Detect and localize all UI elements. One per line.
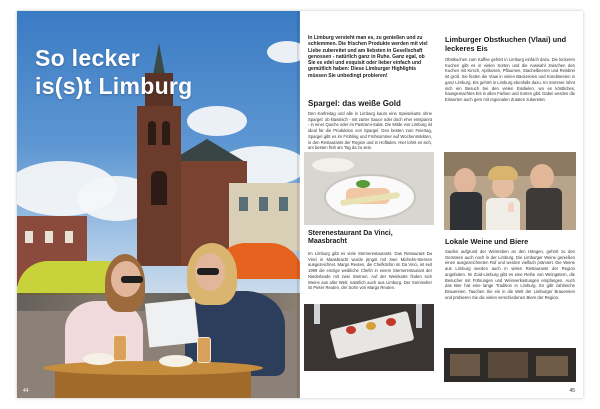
sunglasses — [197, 268, 219, 275]
magazine-spread — [17, 11, 583, 398]
section-heading-da-vinci: Sterenestaurant Da Vinci, Maasbracht — [308, 230, 393, 245]
page-number-right: 45 — [569, 388, 575, 394]
tower-window — [148, 121, 156, 145]
tower-window — [162, 121, 170, 145]
house-window — [279, 197, 288, 211]
plate — [159, 355, 193, 367]
brewery-photo — [444, 348, 576, 382]
house-right — [229, 183, 300, 251]
cloud — [187, 106, 247, 136]
house-window — [25, 231, 33, 243]
sunglasses — [121, 276, 143, 283]
section-body-spargel: Den Karfreitag und alle in Limburg kaum eine Speisekarte ohne Spargel: ob klassisch - mit zarter Sauce oder doch eher entspannt - in einer Quiche oder im Pastrami-Salat. Die Milde von Limburg ist ideal für die Produktion von Spargel. Den besten zum Feiertag, Spargel gibt es im Frühling und Frühsommer auf Wochenmärkten, in den Restaurants der Region und in Hofläden. Hier lohnt es sich, am besten früh am Tag da zu sein. — [308, 111, 432, 151]
section-body-da-vinci: Im Limburg gibt es viele Sternerestaurants. Das Restaurant Da Vinci in Maasbracht wurde jüngst mit zwei Michelin-Sternen ausgezeichnet. Margo Reuten, die Chefköchin im Da Vinci, ist seit 1999 die einzige weibliche Chefin in einem Sternerestaurant der Niederlande mit zwei Sternen. Auf der Weinkarte finden sich Weine aus aller Welt, natürlich auch aus Limburg. Der Sommelier ist Pieter Reuten, der Sohn von Margo Reuten. — [308, 251, 432, 291]
house-window — [239, 197, 248, 211]
section-body-wein-bier: Saufen aufgrund der Weinreben an den Hängen, gehört zu den Gemüsen auch noch in der Limburg. Die Limburger Weine genießen einen ausgezeichneten Ruf und werden vielfach prämiert. Die Weine aus Limburg werden auch in vielen Restaurants der Region angeboten. Im Zuid-Limburg gibt es eine Reihe von Weingütern, die Besucher mit Führungen und Weinverkostungen empfangen. Auch das Bier hat eine lange Tradition in Limburg. Es gibt zahlreiche Brauereien. Tauchen Sie ein in die Welt der Limburger Brauereien und probieren Sie die vielen verschiedenen Biere der Region. — [445, 249, 575, 300]
section-heading-vlaai: Limburger Obstkuchen (Vlaai) und leckeres Eis — [445, 35, 567, 53]
cafe-table — [43, 361, 263, 375]
glass — [197, 337, 211, 363]
asparagus-photo — [304, 152, 434, 225]
flyer — [145, 299, 199, 348]
section-body-vlaai: Obstkuchen zum Kaffee gehört in Limburg einfach dazu. Die leckeren Kuchen gibt es in vielen Sorten und die Auswahl zwischen den Kuchen mit Kirsch, Aprikosen, Pflaumen, Stachelbeeren und Reisbrei ist groß. Sie finden die Vlaai in vielen Bäckereien und Konditoreien in ganz Limburg. Eis gehört in Limburg ebenfalls dazu. Im Sommer lohnt sich ein Besuch bei den vielen Eisdielen, wo es köstliches, hausgemachtes Eis in allen Farben und Sorten gibt. Dabei werden die Eissorten auch gern mit regionalen Zutaten zubereitet. — [445, 57, 575, 102]
page-title-line2: is(s)t Limburg — [35, 73, 193, 99]
intro-text: In Limburg versteht man es, zu genießen und zu schlemmen. Die frischen Produkte werden mit viel Liebe zubereitet und am liebsten in Gesellschaft genossen - natürlich ganz in Ruhe. Ganz egal, ob Sie es edel und exquisit oder lieber einfach und gemütlich haben: Diese Limburger Highlights müssen Sie unbedingt probieren! — [308, 35, 428, 79]
tower-window — [151, 171, 167, 205]
left-page — [17, 11, 300, 398]
page-title-line1: So lecker — [35, 45, 140, 71]
glass — [113, 335, 127, 361]
ice-cream-people-photo — [444, 152, 576, 230]
table-base — [55, 371, 251, 398]
right-page — [300, 11, 583, 398]
plate — [83, 353, 115, 365]
section-heading-wein-bier: Lokale Weine und Biere — [445, 237, 529, 246]
house-window — [45, 231, 53, 243]
church-spire — [153, 43, 165, 75]
house-window — [259, 197, 268, 211]
house-window — [65, 231, 73, 243]
cloud — [267, 41, 300, 63]
restaurant-photo — [304, 304, 434, 371]
section-heading-spargel: Spargel: das weiße Gold — [308, 99, 401, 108]
page-number-left: 44 — [23, 388, 29, 394]
